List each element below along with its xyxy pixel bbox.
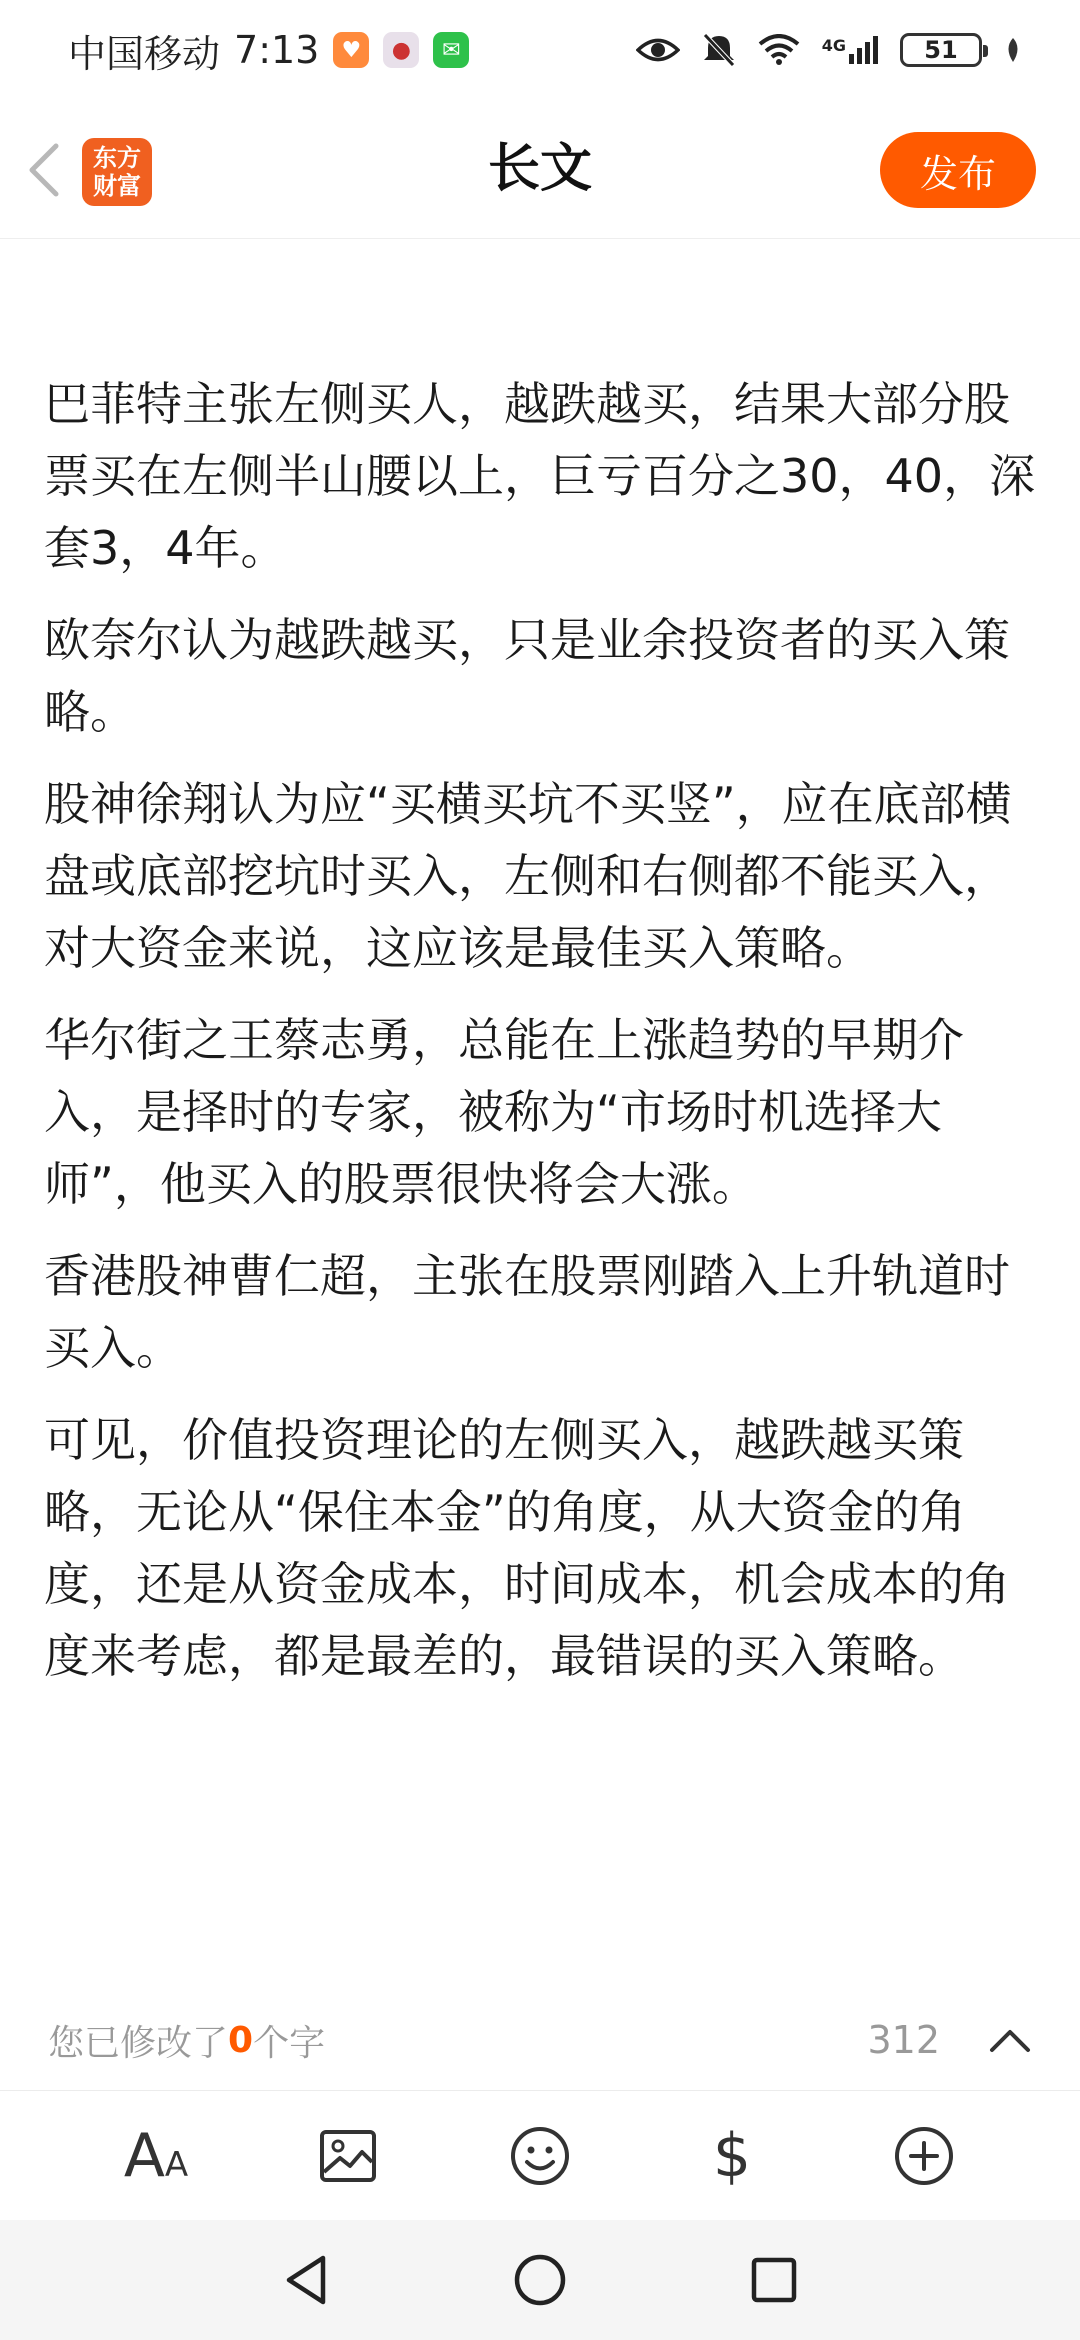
- font-size-icon[interactable]: [116, 2116, 196, 2196]
- carrier-label: 中国移动: [68, 31, 221, 76]
- battery-level: 51: [924, 36, 958, 64]
- notification-app-icon: ♥: [333, 32, 369, 68]
- font-label-large: A: [123, 2120, 165, 2191]
- dollar-glyph: $: [712, 2120, 752, 2191]
- modified-suffix: 个字: [253, 2022, 326, 2064]
- article-paragraph[interactable]: 华尔街之王蔡志勇，总能在上涨趋势的早期介入，是择时的专家，被称为“市场时机选择大师”，他买入的股票很快将会大涨。: [44, 1013, 964, 1211]
- status-left: [68, 23, 469, 78]
- battery-indicator: [900, 33, 982, 67]
- status-bar: [0, 0, 1080, 100]
- network-type-label: 4G: [821, 36, 846, 55]
- article-paragraph[interactable]: 巴菲特主张左侧买人，越跌越买，结果大部分股票买在左侧半山腰以上，巨亏百分之30，40，深套3，4年。: [44, 377, 1036, 575]
- edit-status-bar: [0, 1990, 1080, 2090]
- article-editor[interactable]: [44, 368, 1040, 1712]
- notification-avatar-icon: ●: [383, 32, 419, 68]
- system-nav-bar: [0, 2220, 1080, 2340]
- logo-text-top: 东方: [93, 144, 141, 172]
- home-circle-icon[interactable]: [512, 2252, 568, 2308]
- header-bar: [0, 100, 1080, 239]
- publish-button[interactable]: 发布: [880, 132, 1036, 208]
- add-circle-icon[interactable]: [884, 2116, 964, 2196]
- logo-text-bottom: 财富: [93, 172, 141, 200]
- mute-bell-icon: [702, 32, 736, 68]
- page-title: 长文: [487, 139, 592, 199]
- clock: 7:13: [234, 28, 320, 72]
- article-paragraph[interactable]: 香港股神曹仁超，主张在股票刚踏入上升轨道时买入。: [44, 1249, 1010, 1375]
- modified-count: 0: [228, 2019, 254, 2061]
- wechat-icon: ✉: [433, 32, 469, 68]
- signal-icon: [822, 36, 878, 64]
- leaf-icon: [1004, 36, 1022, 64]
- wifi-icon: [758, 34, 800, 66]
- dollar-icon[interactable]: [692, 2116, 772, 2196]
- modified-prefix: 您已修改了: [48, 2022, 229, 2064]
- article-paragraph[interactable]: 可见，价值投资理论的左侧买入，越跌越买策略，无论从“保住本金”的角度，从大资金的角度，还是从资金成本，时间成本，机会成本的角度来考虑，都是最差的，最错误的买入策略。: [44, 1413, 1010, 1683]
- char-count: 312: [867, 2018, 940, 2062]
- font-label-small: A: [164, 2144, 189, 2185]
- eye-icon: [636, 35, 680, 65]
- status-right: [636, 32, 1022, 68]
- emoji-icon[interactable]: [500, 2116, 580, 2196]
- recents-square-icon[interactable]: [749, 2255, 799, 2305]
- collapse-chevron-icon[interactable]: [988, 2026, 1032, 2054]
- image-icon[interactable]: [308, 2116, 388, 2196]
- back-triangle-icon[interactable]: [281, 2252, 331, 2308]
- article-paragraph[interactable]: 股神徐翔认为应“买横买坑不买竖”，应在底部横盘或底部挖坑时买入，左侧和右侧都不能买入，对大资金来说，这应该是最佳买入策略。: [44, 777, 1012, 975]
- format-toolbar: [0, 2090, 1080, 2220]
- article-paragraph[interactable]: 欧奈尔认为越跌越买，只是业余投资者的买入策略。: [44, 613, 1010, 739]
